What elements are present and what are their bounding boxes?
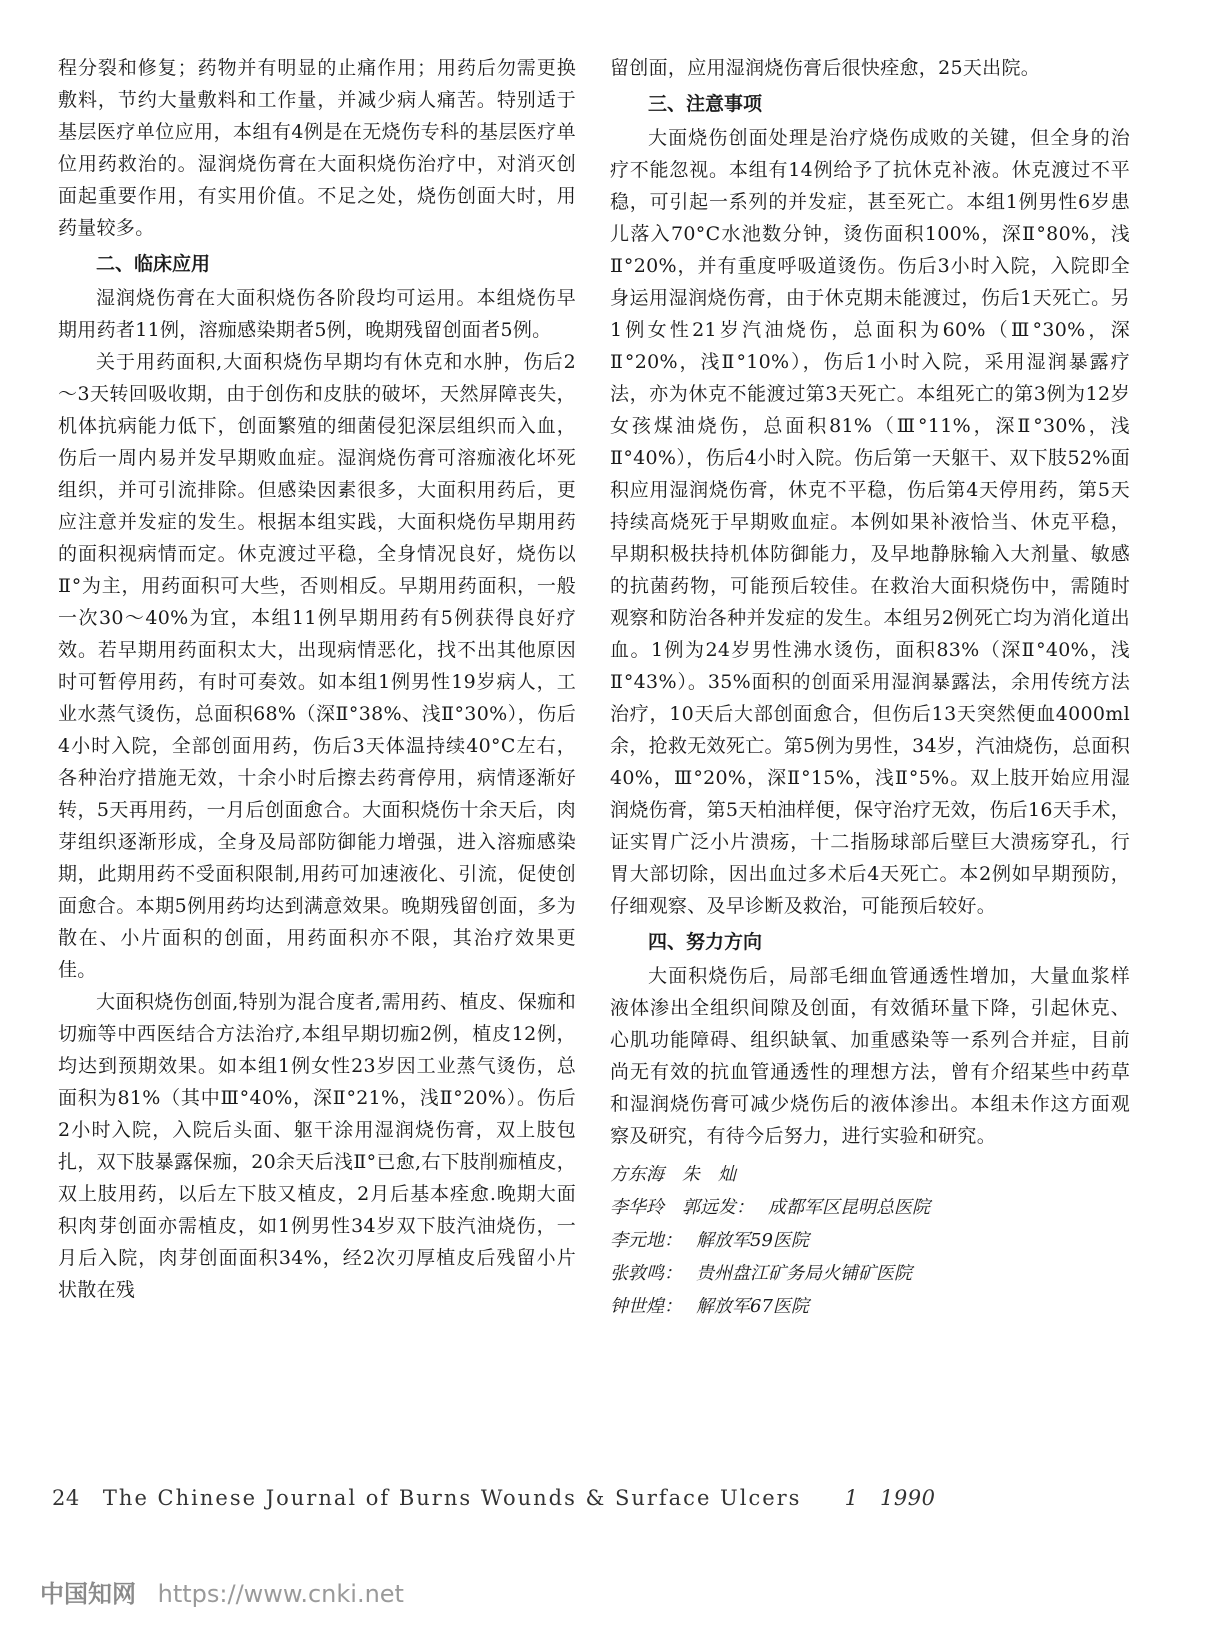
author-line [610, 1290, 1130, 1323]
author-names: 李华玲 郭远发： [610, 1197, 754, 1218]
paragraph: 大面烧伤创面处理是治疗烧伤成败的关键，但全身的治疗不能忽视。本组有14例给予了抗休克补液。休克渡过不平稳，可引起一系列的并发症，甚至死亡。本组1例男性6岁患儿落入70°C水池数分钟，烫伤面积100%，深Ⅱ°80%，浅Ⅱ°20%，并有重度呼吸道烫伤。伤后3小时入院，入院即全身运用湿润烧伤膏，由于休克期未能渡过，伤后1天死亡。另1例女性21岁汽油烧伤，总面积为60%（Ⅲ°30%，深Ⅱ°20%，浅Ⅱ°10%），伤后1小时入院，采用湿润暴露疗法，亦为休克不能渡过第3天死亡。本组死亡的第3例为12岁女孩煤油烧伤，总面积81%（Ⅲ°11%，深Ⅱ°30%，浅Ⅱ°40%），伤后4小时入院。伤后第一天躯干、双下肢52%面积应用湿润烧伤膏，休克不平稳，伤后第4天停用药，第5天持续高烧死于早期败血症。本例如果补液恰当、休克平稳，早期积极扶持机体防御能力，及早地静脉输入大剂量、敏感的抗菌药物，可能预后较佳。在救治大面积烧伤中，需随时观察和防治各种并发症的发生。本组另2例死亡均为消化道出血。1例为24岁男性沸水烫伤，面积83%（深Ⅱ°40%，浅Ⅱ°43%）。35%面积的创面采用湿润暴露法，余用传统方法治疗，10天后大部创面愈合，但伤后13天突然便血4000ml余，抢救无效死亡。第5例为男性，34岁，汽油烧伤，总面积40%，Ⅲ°20%，深Ⅱ°15%，浅Ⅱ°5%。双上肢开始应用湿润烧伤膏，第5天柏油样便，保守治疗无效，伤后16天手术，证实胃广泛小片溃疡，十二指肠球部后壁巨大溃疡穿孔，行胃大部切除，因出血过多术后4天死亡。本2例如早期预防，仔细观察、及早诊断及救治，可能预后较好。 [610, 127, 1130, 917]
section-heading-clinical-application: 二、临床应用 [96, 253, 211, 275]
paragraph: 关于用药面积,大面积烧伤早期均有休克和水肿，伤后2～3天转回吸收期，由于创伤和皮肤的破坏，天然屏障丧失，机体抗病能力低下，创面繁殖的细菌侵犯深层组织而入血，伤后一周内易并发早期败血症。湿润烧伤膏可溶痂液化坏死组织，并可引流排除。但感染因素很多，大面积用药后，更应注意并发症的发生。根据本组实践，大面积烧伤早期用药的面积视病情而定。休克渡过平稳，全身情况良好，烧伤以Ⅱ°为主，用药面积可大些，否则相反。早期用药面积，一般一次30～40%为宜，本组11例早期用药有5例获得良好疗效。若早期用药面积太大，出现病情恶化，找不出其他原因时可暂停用药，有时可奏效。如本组1例男性19岁病人，工业水蒸气烫伤，总面积68%（深Ⅱ°38%、浅Ⅱ°30%），伤后4小时入院，全部创面用药，伤后3天体温持续40°C左右，各种治疗措施无效，十余小时后擦去药膏停用，病情逐渐好转，5天再用药，一月后创面愈合。大面积烧伤十余天后，肉芽组织逐渐形成，全身及局部防御能力增强，进入溶痂感染期，此期用药不受面积限制,用药可加速液化、引流，促使创面愈合。本期5例用药均达到满意效果。晚期残留创面，多为散在、小片面积的创面，用药面积亦不限，其治疗效果更佳。 [58, 351, 576, 981]
left-column [58, 52, 576, 1306]
author-list [610, 1158, 1130, 1323]
author-line [610, 1191, 1130, 1224]
cnki-url: https://www.cnki.net [157, 1580, 404, 1608]
author-names: 方东海 朱 灿 [610, 1164, 736, 1185]
page-number: 24 [52, 1486, 80, 1510]
author-line [610, 1158, 1130, 1191]
author-affiliation: 解放军67医院 [696, 1296, 809, 1317]
author-line [610, 1224, 1130, 1257]
paragraph: 程分裂和修复；药物并有明显的止痛作用；用药后勿需更换敷料，节约大量敷料和工作量，并减少病人痛苦。特别适于基层医疗单位应用，本组有4例是在无烧伤专科的基层医疗单位用药救治的。湿润烧伤膏在大面积烧伤治疗中，对消灭创面起重要作用，有实用价值。不足之处，烧伤创面大时，用药量较多。 [58, 57, 576, 239]
author-names: 张敦鸣： [610, 1263, 682, 1284]
author-names: 钟世煌： [610, 1296, 682, 1317]
paragraph: 留创面，应用湿润烧伤膏后很快痊愈，25天出院。 [610, 57, 1041, 79]
author-affiliation: 解放军59医院 [696, 1230, 809, 1251]
journal-name: The Chinese Journal of Burns Wounds & Surface Ulcers [102, 1486, 802, 1510]
issue-number: 1 1990 [844, 1486, 936, 1510]
page-footer [52, 1482, 952, 1512]
author-line [610, 1257, 1130, 1290]
author-affiliation: 成都军区昆明总医院 [768, 1197, 930, 1218]
author-names: 李元地： [610, 1230, 682, 1251]
paragraph: 大面积烧伤后，局部毛细血管通透性增加，大量血浆样液体渗出全组织间隙及创面，有效循环量下降，引起休克、心肌功能障碍、组织缺氧、加重感染等一系列合并症，目前尚无有效的抗血管通透性的理想方法，曾有介绍某些中药草和湿润烧伤膏可减少烧伤后的液体渗出。本组未作这方面观察及研究，有待今后努力，进行实验和研究。 [610, 965, 1130, 1147]
cnki-watermark [40, 1574, 404, 1609]
author-affiliation: 贵州盘江矿务局火铺矿医院 [696, 1263, 912, 1284]
right-column [610, 52, 1130, 1323]
section-heading-future-direction: 四、努力方向 [648, 931, 763, 953]
section-heading-precautions: 三、注意事项 [648, 93, 763, 115]
paragraph: 大面积烧伤创面,特别为混合度者,需用药、植皮、保痂和切痂等中西医结合方法治疗,本组早期切痂2例，植皮12例，均达到预期效果。如本组1例女性23岁因工业蒸气烫伤，总面积为81%（其中Ⅲ°40%，深Ⅱ°21%，浅Ⅱ°20%）。伤后2小时入院，入院后头面、躯干涂用湿润烧伤膏，双上肢包扎，双下肢暴露保痂，20余天后浅Ⅱ°已愈,右下肢削痂植皮，双上肢用药，以后左下肢又植皮，2月后基本痊愈.晚期大面积肉芽创面亦需植皮，如1例男性34岁双下肢汽油烧伤，一月后入院，肉芽创面面积34%，经2次刃厚植皮后残留小片状散在残 [58, 991, 576, 1301]
paragraph: 湿润烧伤膏在大面积烧伤各阶段均可运用。本组烧伤早期用药者11例，溶痂感染期者5例，晚期残留创面者5例。 [58, 287, 576, 341]
cnki-logo: 中国知网 [40, 1580, 136, 1608]
